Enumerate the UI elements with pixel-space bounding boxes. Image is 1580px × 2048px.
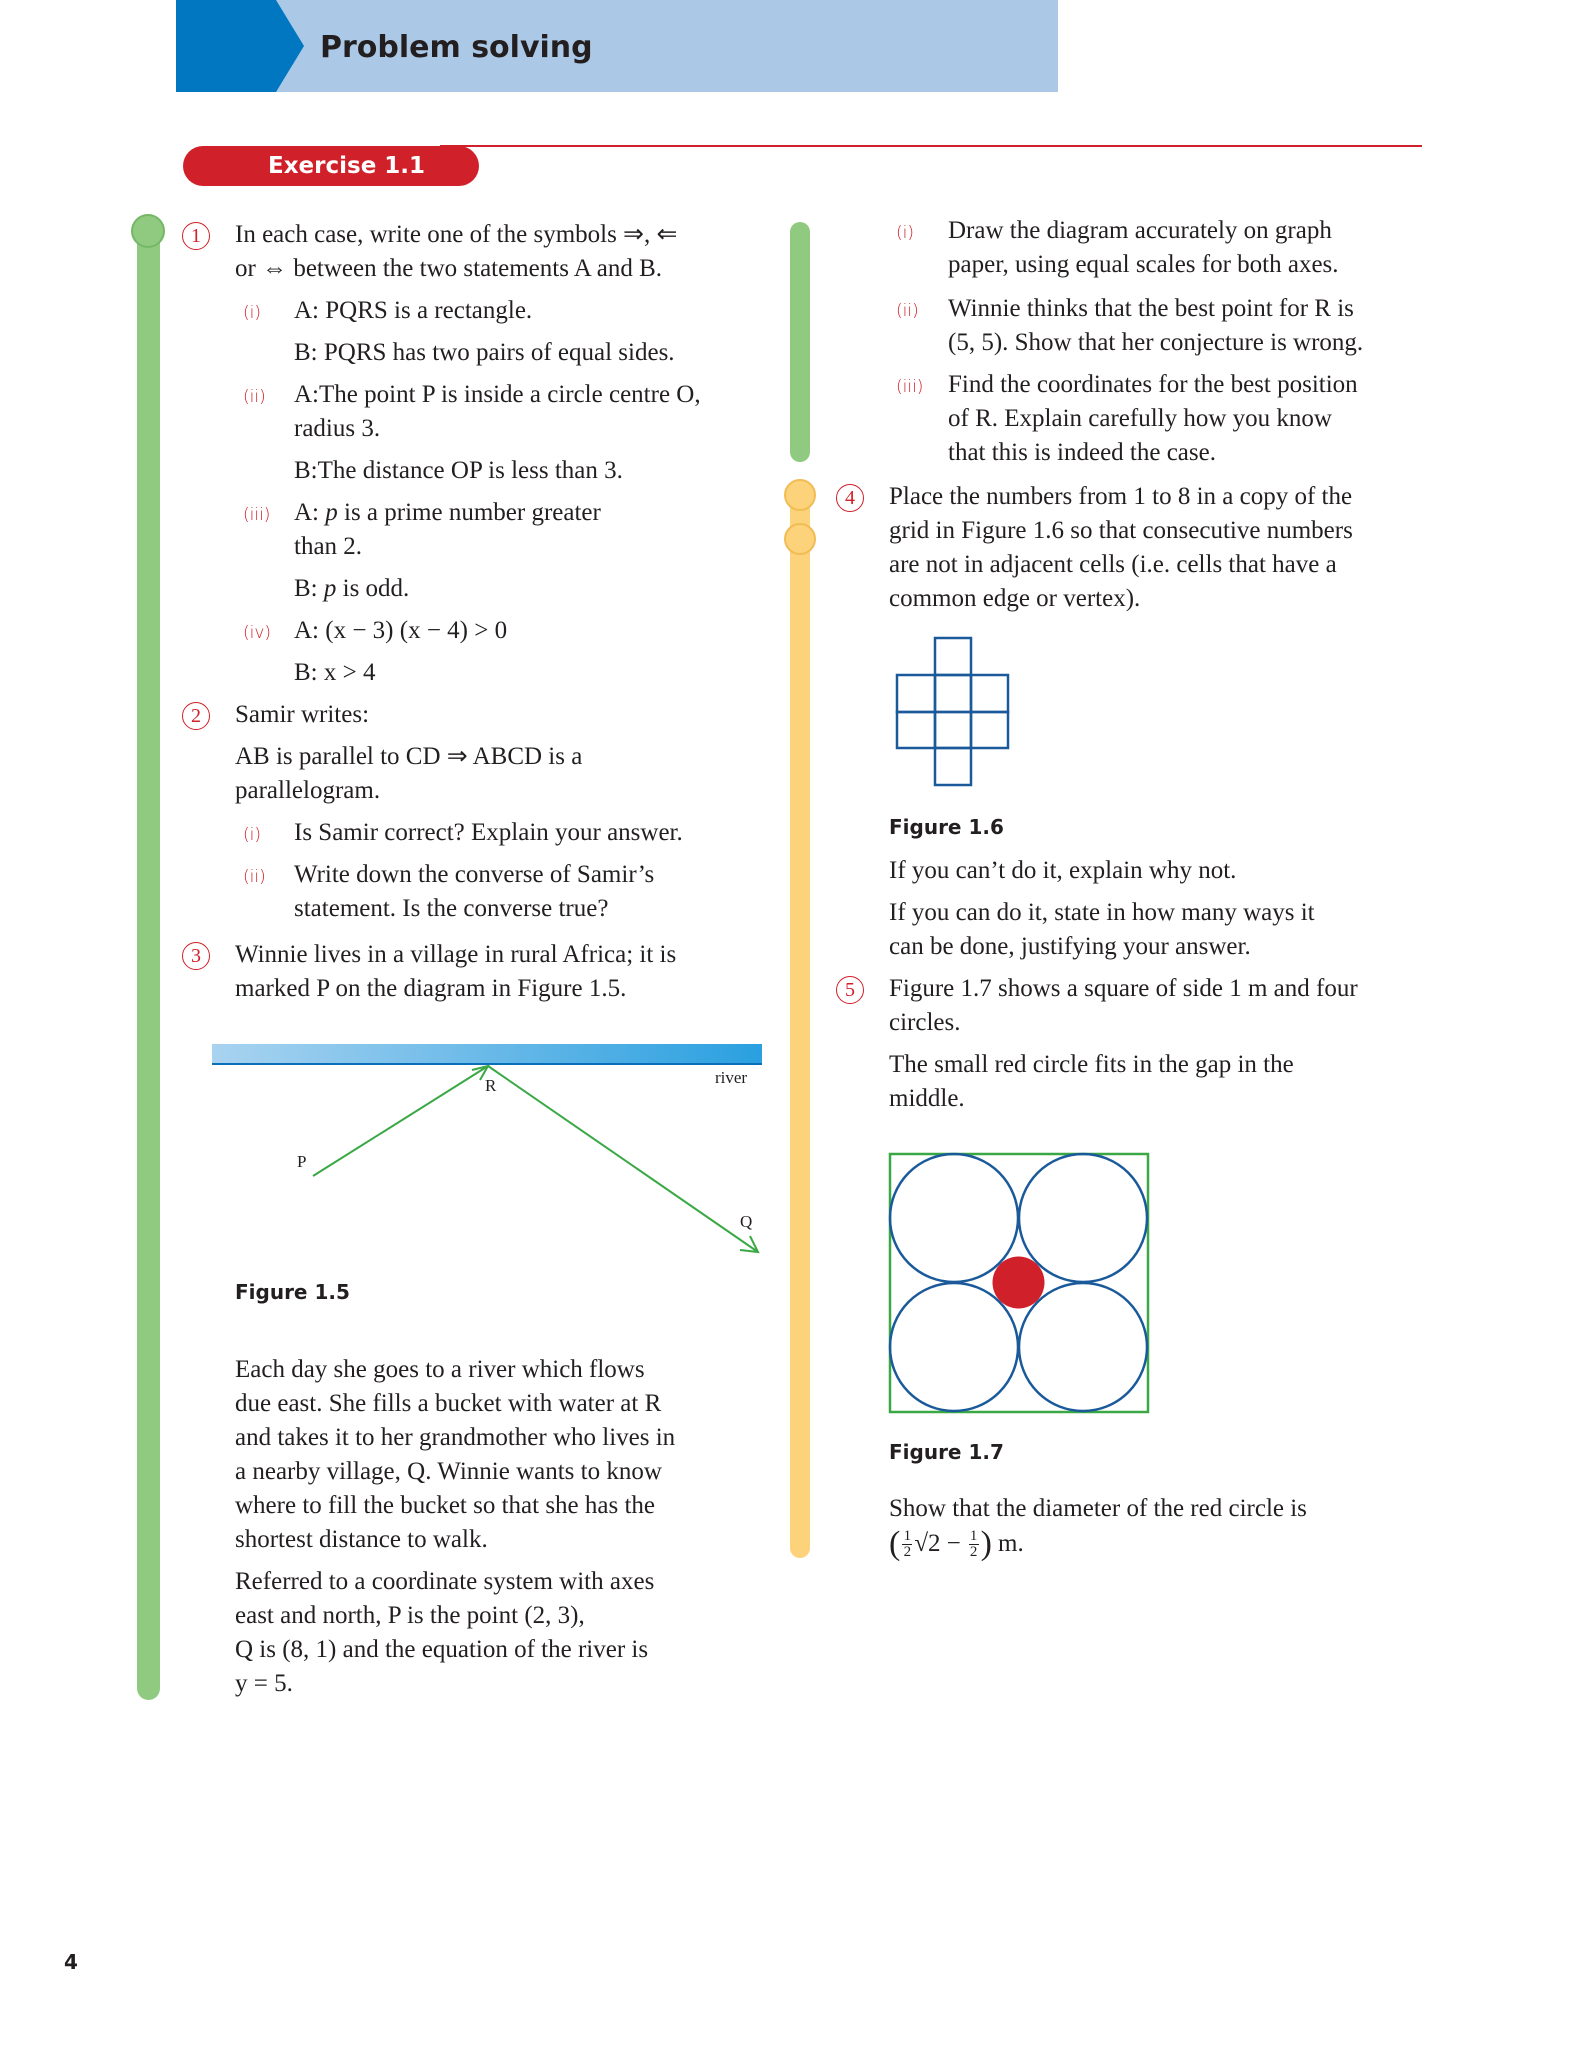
question-text: common edge or vertex).	[889, 585, 1141, 612]
figure-caption: Figure 1.5	[235, 1280, 350, 1304]
point-p-label: P	[297, 1152, 307, 1171]
statement-b: B:The distance OP is less than 3.	[294, 457, 623, 484]
difficulty-bar-yellow	[790, 496, 810, 1558]
statement-a: A: (x − 3) (x − 4) > 0	[294, 617, 508, 644]
circle-bottom-left	[890, 1283, 1018, 1411]
question-number: 1	[182, 222, 210, 250]
statement-a: radius 3.	[294, 415, 381, 442]
paragraph-line: y = 5.	[235, 1670, 293, 1697]
part-text: (5, 5). Show that her conjecture is wrong.	[948, 329, 1364, 356]
statement-a: than 2.	[294, 533, 363, 560]
part-text: statement. Is the converse true?	[294, 895, 609, 922]
question-number: 5	[836, 976, 864, 1004]
question-text: The small red circle fits in the gap in the	[889, 1051, 1294, 1078]
header-chevron	[176, 0, 306, 92]
river-label: river	[715, 1068, 748, 1087]
part-label: (iii)	[243, 505, 271, 525]
part-label: (ii)	[896, 301, 919, 321]
paragraph-line: and takes it to her grandmother who lives in	[235, 1424, 676, 1451]
question-text: circles.	[889, 1009, 961, 1036]
difficulty-dot-yellow	[784, 523, 816, 555]
part-text: Winnie thinks that the best point for R is	[948, 295, 1354, 322]
paragraph-line: Show that the diameter of the red circle is	[889, 1495, 1307, 1522]
paragraph-line: east and north, P is the point (2, 3),	[235, 1602, 585, 1629]
page-title: Problem solving	[320, 30, 593, 65]
figure-caption: Figure 1.6	[889, 815, 1004, 839]
paragraph-line: If you can do it, state in how many ways it	[889, 899, 1315, 926]
question-number: 2	[182, 702, 210, 730]
paragraph-line: Referred to a coordinate system with axes	[235, 1568, 655, 1595]
part-label: (i)	[243, 303, 261, 323]
question-number: 3	[182, 942, 210, 970]
river-band	[212, 1044, 762, 1064]
paragraph-line: can be done, justifying your answer.	[889, 933, 1251, 960]
statement-b: B: PQRS has two pairs of equal sides.	[294, 339, 675, 366]
part-text: Find the coordinates for the best position	[948, 371, 1358, 398]
statement-a: A: PQRS is a rectangle.	[294, 297, 533, 324]
statement-b: B: p is odd.	[294, 575, 410, 602]
circle-bottom-right	[1019, 1283, 1147, 1411]
paragraph-line: Each day she goes to a river which flows	[235, 1356, 645, 1383]
circle-top-left	[890, 1154, 1018, 1282]
figure-1-6-grid	[892, 636, 1012, 788]
paragraph-line: If you can’t do it, explain why not.	[889, 857, 1237, 884]
part-text: paper, using equal scales for both axes.	[948, 251, 1339, 278]
question-text: grid in Figure 1.6 so that consecutive numbers	[889, 517, 1353, 544]
question-text: or ⇔ between the two statements A and B.	[235, 255, 663, 282]
header-bar	[176, 0, 1058, 92]
figure-1-5-river-diagram	[210, 1040, 770, 1270]
difficulty-dot-green	[131, 214, 165, 248]
paragraph-line: due east. She fills a bucket with water at R	[235, 1390, 662, 1417]
difficulty-bar-green-right	[790, 222, 810, 462]
difficulty-dot-yellow	[784, 479, 816, 511]
question-text: Place the numbers from 1 to 8 in a copy of the	[889, 483, 1353, 510]
figure-caption: Figure 1.7	[889, 1440, 1004, 1464]
part-label: (ii)	[243, 867, 266, 887]
difficulty-bar-green	[137, 232, 160, 1700]
red-circle	[993, 1257, 1045, 1309]
statement-a: A: p is a prime number greater	[294, 499, 601, 526]
point-q-label: Q	[740, 1212, 753, 1231]
red-circle-formula: ( 1 2 √2 − $\frac{1}{2}$ ) m.	[889, 1525, 1024, 1562]
part-label: (i)	[243, 825, 261, 845]
paragraph-line: where to fill the bucket so that she has the	[235, 1492, 656, 1519]
part-text: Write down the converse of Samir’s	[294, 861, 655, 888]
divider	[440, 145, 1422, 147]
exercise-label: Exercise 1.1	[183, 146, 479, 186]
question-text: Samir writes:	[235, 701, 370, 728]
question-text: marked P on the diagram in Figure 1.5.	[235, 975, 627, 1002]
question-number: 4	[836, 484, 864, 512]
path-p-to-r	[313, 1066, 488, 1176]
part-label: (ii)	[243, 387, 266, 407]
point-r-label: R	[485, 1076, 497, 1095]
question-text: In each case, write one of the symbols ⇒, ⇐	[235, 221, 678, 248]
path-r-to-q	[488, 1066, 758, 1252]
circle-top-right	[1019, 1154, 1147, 1282]
statement-b: B: x > 4	[294, 659, 376, 686]
part-label: (iii)	[896, 377, 924, 397]
part-text: Is Samir correct? Explain your answer.	[294, 819, 683, 846]
figure-1-7-circles-in-square	[888, 1152, 1152, 1416]
question-text: Figure 1.7 shows a square of side 1 m and four	[889, 975, 1358, 1002]
part-text: of R. Explain carefully how you know	[948, 405, 1332, 432]
question-text: AB is parallel to CD ⇒ ABCD is a	[235, 743, 583, 770]
question-text: Winnie lives in a village in rural Africa; it is	[235, 941, 677, 968]
paragraph-line: Q is (8, 1) and the equation of the river is	[235, 1636, 649, 1663]
statement-a: A:The point P is inside a circle centre O,	[294, 381, 701, 408]
paragraph-line: a nearby village, Q. Winnie wants to know	[235, 1458, 662, 1485]
question-text: parallelogram.	[235, 777, 381, 804]
question-text: middle.	[889, 1085, 965, 1112]
part-text: Draw the diagram accurately on graph	[948, 217, 1332, 244]
part-label: (i)	[896, 223, 914, 243]
part-label: (iv)	[243, 623, 272, 643]
page-number: 4	[64, 1950, 78, 1974]
part-text: that this is indeed the case.	[948, 439, 1216, 466]
question-text: are not in adjacent cells (i.e. cells that have a	[889, 551, 1337, 578]
paragraph-line: shortest distance to walk.	[235, 1526, 488, 1553]
